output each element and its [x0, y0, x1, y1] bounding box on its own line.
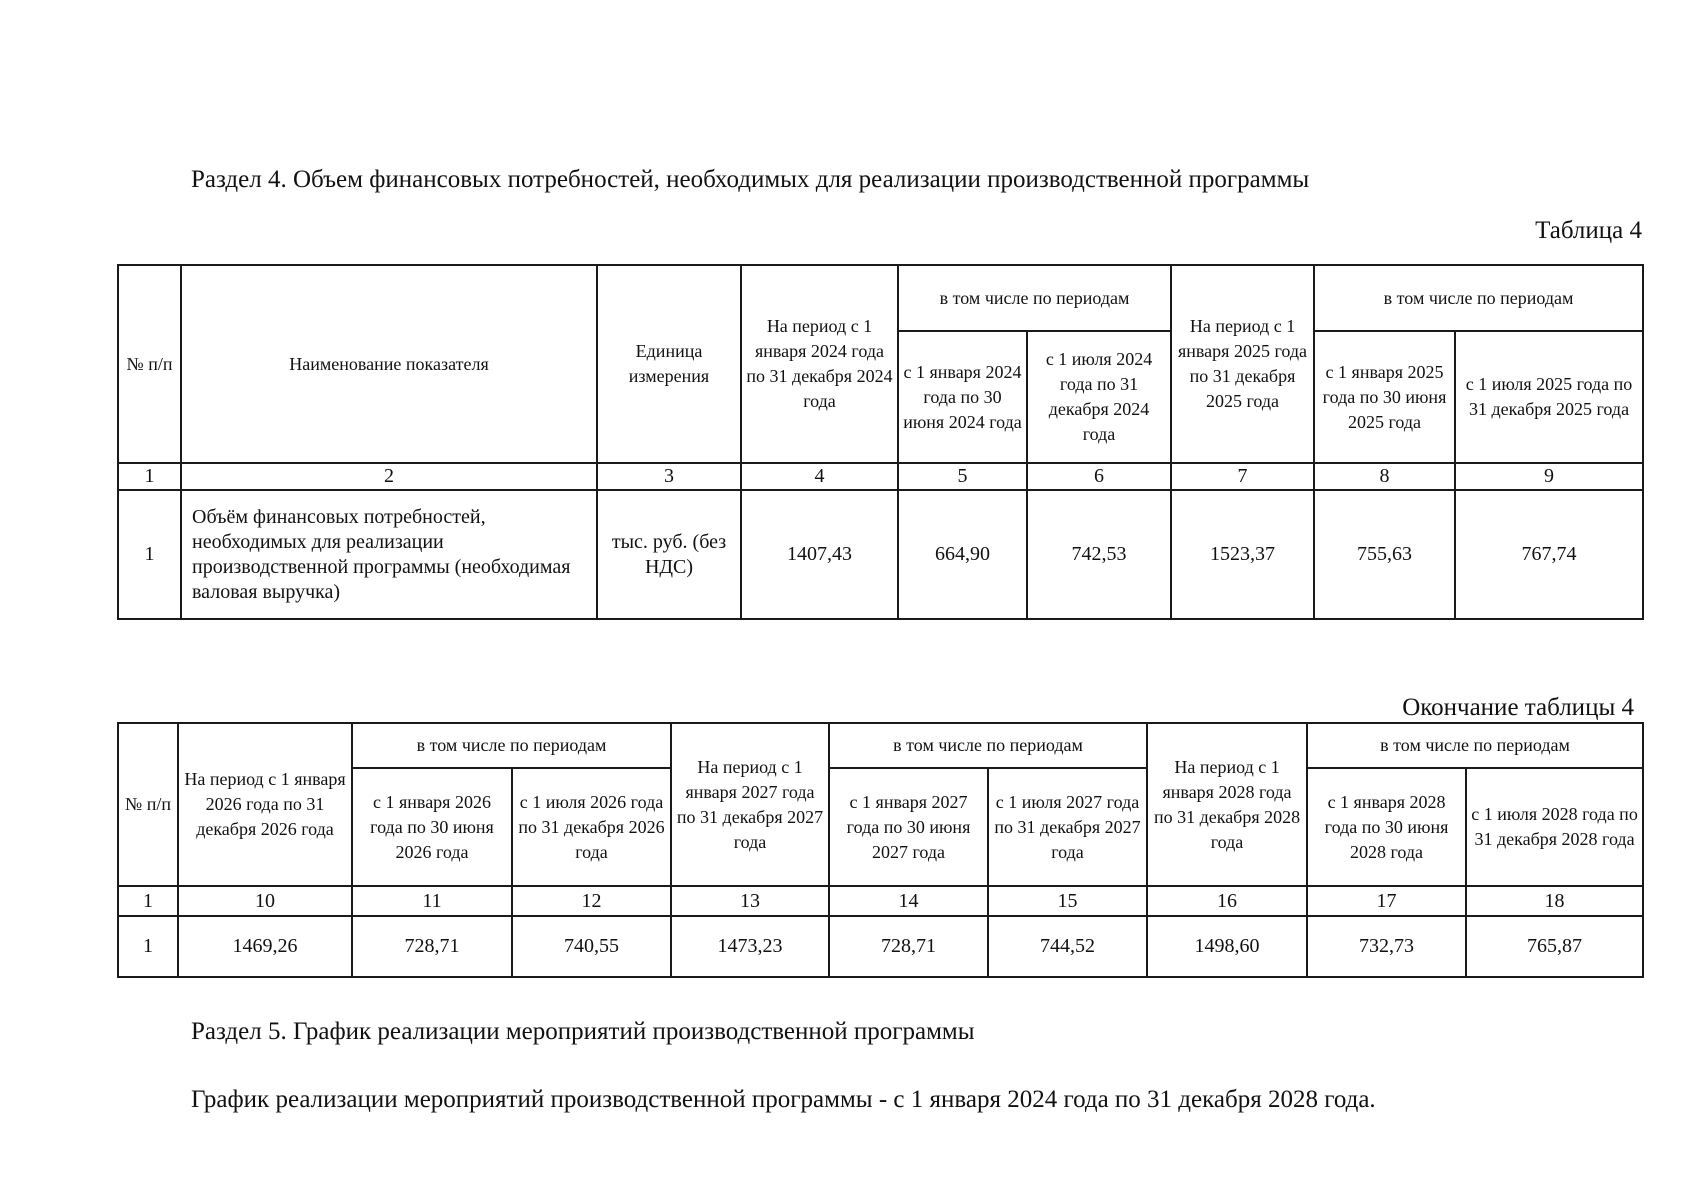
header-indicator-name: Наименование показателя [181, 265, 597, 463]
column-numbers-row [118, 886, 1643, 916]
header-period-2026: На период с 1 января 2026 года по 31 декабря 2026 года [178, 723, 352, 886]
header-unit: Единица измерения [597, 265, 741, 463]
header-h1-2024: с 1 января 2024 года по 30 июня 2024 года [898, 331, 1027, 463]
header-period-2028: На период с 1 января 2028 года по 31 декабря 2028 года [1147, 723, 1307, 886]
column-number: 8 [1314, 463, 1455, 490]
header-period-2027: На период с 1 января 2027 года по 31 декабря 2027 года [671, 723, 829, 886]
column-number: 4 [741, 463, 898, 490]
column-number: 1 [118, 886, 178, 916]
value-h1-2027: 728,71 [829, 916, 988, 977]
column-number: 5 [898, 463, 1027, 490]
row-indicator-name: Объём финансовых потребностей, необходимых для реализации производственной программы (необходимая валовая выручка) [181, 490, 597, 619]
column-number: 7 [1171, 463, 1314, 490]
row-number: 1 [118, 916, 178, 977]
column-number: 14 [829, 886, 988, 916]
column-number: 9 [1455, 463, 1643, 490]
table4-label: Таблица 4 [1535, 217, 1642, 244]
row-number: 1 [118, 490, 181, 619]
header-number: № п/п [118, 723, 178, 886]
header-group-2028: в том числе по периодам [1307, 723, 1643, 768]
column-number: 18 [1466, 886, 1643, 916]
column-number: 3 [597, 463, 741, 490]
value-h1-2025: 755,63 [1314, 490, 1455, 619]
header-h2-2028: с 1 июля 2028 года по 31 декабря 2028 года [1466, 768, 1643, 886]
column-number: 11 [352, 886, 512, 916]
value-2027: 1473,23 [671, 916, 829, 977]
header-h2-2024: с 1 июля 2024 года по 31 декабря 2024 года [1027, 331, 1171, 463]
column-number: 13 [671, 886, 829, 916]
header-h1-2026: с 1 января 2026 года по 30 июня 2026 года [352, 768, 512, 886]
column-number: 6 [1027, 463, 1171, 490]
value-2026: 1469,26 [178, 916, 352, 977]
value-2028: 1498,60 [1147, 916, 1307, 977]
header-h1-2028: с 1 января 2028 года по 30 июня 2028 года [1307, 768, 1466, 886]
value-h2-2028: 765,87 [1466, 916, 1643, 977]
section5-title: Раздел 5. График реализации мероприятий производственной программы [191, 1018, 975, 1045]
value-2025: 1523,37 [1171, 490, 1314, 619]
section5-text: График реализации мероприятий производственной программы - с 1 января 2024 года по 31 декабря 2028 года. [191, 1086, 1376, 1113]
header-h2-2027: с 1 июля 2027 года по 31 декабря 2027 года [988, 768, 1147, 886]
header-period-2025: На период с 1 января 2025 года по 31 декабря 2025 года [1171, 265, 1314, 463]
column-number: 2 [181, 463, 597, 490]
header-h1-2025: с 1 января 2025 года по 30 июня 2025 года [1314, 331, 1455, 463]
value-h2-2024: 742,53 [1027, 490, 1171, 619]
header-group-2025: в том числе по периодам [1314, 265, 1643, 331]
header-h2-2026: с 1 июля 2026 года по 31 декабря 2026 года [512, 768, 671, 886]
value-h1-2026: 728,71 [352, 916, 512, 977]
value-h2-2025: 767,74 [1455, 490, 1643, 619]
header-group-2026: в том числе по периодам [352, 723, 671, 768]
value-2024: 1407,43 [741, 490, 898, 619]
header-h2-2025: с 1 июля 2025 года по 31 декабря 2025 года [1455, 331, 1643, 463]
column-number: 10 [178, 886, 352, 916]
value-h1-2024: 664,90 [898, 490, 1027, 619]
header-group-2027: в том числе по периодам [829, 723, 1147, 768]
value-h2-2026: 740,55 [512, 916, 671, 977]
table4-continuation [117, 722, 1644, 978]
column-number: 1 [118, 463, 181, 490]
column-number: 17 [1307, 886, 1466, 916]
column-number: 15 [988, 886, 1147, 916]
column-number: 12 [512, 886, 671, 916]
value-h2-2027: 744,52 [988, 916, 1147, 977]
table-row [118, 916, 1643, 977]
table4 [117, 264, 1644, 620]
header-h1-2027: с 1 января 2027 года по 30 июня 2027 года [829, 768, 988, 886]
table4-continuation-label: Окончание таблицы 4 [1402, 694, 1634, 721]
table-row [118, 490, 1643, 619]
section4-title: Раздел 4. Объем финансовых потребностей, необходимых для реализации производственной программы [191, 166, 1310, 193]
header-number: № п/п [118, 265, 181, 463]
header-group-2024: в том числе по периодам [898, 265, 1171, 331]
column-number: 16 [1147, 886, 1307, 916]
value-h1-2028: 732,73 [1307, 916, 1466, 977]
column-numbers-row [118, 463, 1643, 490]
header-period-2024: На период с 1 января 2024 года по 31 декабря 2024 года [741, 265, 898, 463]
row-unit: тыс. руб. (без НДС) [597, 490, 741, 619]
